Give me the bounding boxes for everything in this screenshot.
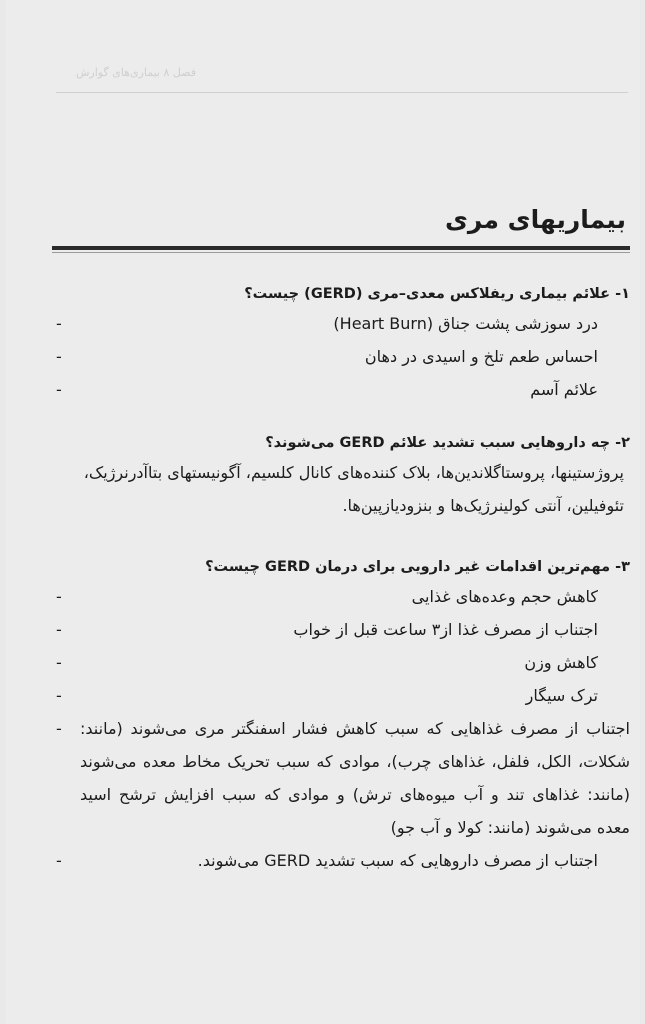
list-item: احساس طعم تلخ و اسیدی در دهان -	[56, 347, 598, 366]
list-item: کاهش حجم وعده‌های غذایی -	[56, 587, 598, 606]
question-1-heading: ۱- علائم بیماری ریفلاکس معدی–مری (GERD) چیست؟	[244, 286, 630, 302]
list-item: درد سوزشی پشت جناق (Heart Burn) -	[56, 314, 598, 333]
list-item: اجتناب از مصرف غذاهایی که سبب کاهش فشار اسفنگتر مری می‌شوند (مانند: شکلات، الکل، فلفل، غذاهای چرب)، موادی که سبب تحریک مخاط معده می‌شوند (مانند: غذاهای تند و آب میوه‌های ترش) و موادی که سبب افزایش ترشح اسید معده می‌شوند (مانند: کولا و آب جو) -	[56, 719, 630, 837]
question-3-heading: ۳- مهم‌ترین اقدامات غیر دارویی برای درمان GERD چیست؟	[205, 559, 630, 575]
list-item: کاهش وزن -	[56, 653, 598, 672]
list-item: اجتناب از مصرف داروهایی که سبب تشدید GERD می‌شوند. -	[56, 851, 598, 870]
title-rule	[52, 246, 630, 250]
list-item: ترک سیگار -	[56, 686, 598, 705]
chapter-title: بیماریهای مری	[445, 205, 626, 234]
question-3-list	[52, 580, 630, 877]
question-1-list	[52, 307, 630, 406]
list-item: علائم آسم -	[56, 380, 598, 399]
bleed-through-rule	[56, 92, 628, 93]
bleed-through-header: فصل ۸ بیماری‌های گوارش	[76, 66, 197, 79]
page-content	[52, 198, 630, 877]
title-rule-thin	[52, 252, 630, 253]
question-2-answer: پروژستینها، پروستاگلاندین‌ها، بلاک کننده‌های کانال کلسیم، آگونیستهای بتاآدرنرژیک، تئوفیلین، آنتی کولینرژیک‌ها و بنزودیازپین‌ها.	[83, 463, 624, 515]
book-page	[6, 0, 640, 1024]
list-item: اجتناب از مصرف غذا از۳ ساعت قبل از خواب -	[56, 620, 598, 639]
question-2-heading: ۲- چه داروهایی سبب تشدید علائم GERD می‌شوند؟	[265, 435, 630, 451]
